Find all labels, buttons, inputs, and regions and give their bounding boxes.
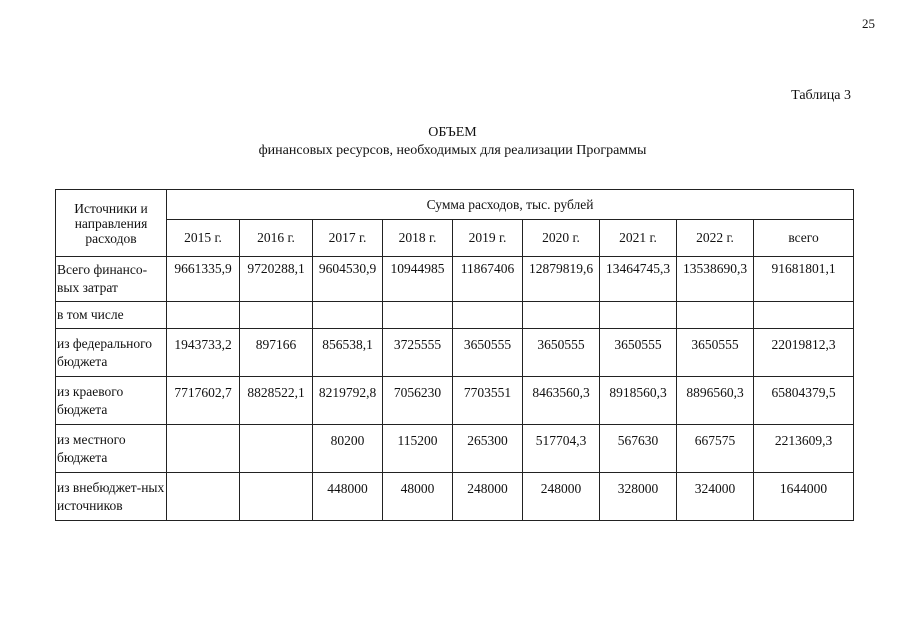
table-cell: 10944985 bbox=[383, 257, 453, 302]
table-row bbox=[56, 302, 854, 329]
finance-table bbox=[55, 189, 854, 521]
table-cell: 11867406 bbox=[453, 257, 523, 302]
group-header-cell: Сумма расходов, тыс. рублей bbox=[167, 190, 854, 220]
column-header: всего bbox=[754, 220, 854, 257]
column-header: 2016 г. bbox=[240, 220, 313, 257]
table-cell: 8463560,3 bbox=[523, 377, 600, 425]
table-cell bbox=[240, 302, 313, 329]
table-cell: 22019812,3 bbox=[754, 329, 854, 377]
row-header-cell: Источники и направления расходов bbox=[56, 190, 167, 257]
table-cell: 328000 bbox=[600, 473, 677, 521]
table-cell: 567630 bbox=[600, 425, 677, 473]
table-cell: 3650555 bbox=[523, 329, 600, 377]
table-cell: 13464745,3 bbox=[600, 257, 677, 302]
table-cell bbox=[240, 425, 313, 473]
table-cell: 3725555 bbox=[383, 329, 453, 377]
table-cell bbox=[313, 302, 383, 329]
table-cell: 12879819,6 bbox=[523, 257, 600, 302]
table-cell: 9720288,1 bbox=[240, 257, 313, 302]
table-cell: 3650555 bbox=[600, 329, 677, 377]
table-cell: 667575 bbox=[677, 425, 754, 473]
row-label: из краевого бюджета bbox=[56, 377, 167, 425]
column-header: 2019 г. bbox=[453, 220, 523, 257]
table-cell: 1644000 bbox=[754, 473, 854, 521]
table-cell bbox=[754, 302, 854, 329]
table-cell: 7703551 bbox=[453, 377, 523, 425]
table-cell: 7717602,7 bbox=[167, 377, 240, 425]
table-cell: 9604530,9 bbox=[313, 257, 383, 302]
table-cell: 8896560,3 bbox=[677, 377, 754, 425]
table-cell: 248000 bbox=[523, 473, 600, 521]
table-cell: 13538690,3 bbox=[677, 257, 754, 302]
table-row bbox=[56, 425, 854, 473]
table-cell: 897166 bbox=[240, 329, 313, 377]
table-cell: 856538,1 bbox=[313, 329, 383, 377]
table-cell: 8219792,8 bbox=[313, 377, 383, 425]
table-cell bbox=[240, 473, 313, 521]
table-cell: 7056230 bbox=[383, 377, 453, 425]
table-cell: 8918560,3 bbox=[600, 377, 677, 425]
table-cell: 324000 bbox=[677, 473, 754, 521]
table-label: Таблица 3 bbox=[791, 88, 851, 103]
table-cell: 115200 bbox=[383, 425, 453, 473]
table-cell: 248000 bbox=[453, 473, 523, 521]
row-label: в том числе bbox=[56, 302, 167, 329]
table-cell: 9661335,9 bbox=[167, 257, 240, 302]
table-cell: 1943733,2 bbox=[167, 329, 240, 377]
table-cell: 8828522,1 bbox=[240, 377, 313, 425]
column-header: 2021 г. bbox=[600, 220, 677, 257]
table-cell bbox=[600, 302, 677, 329]
table-row bbox=[56, 377, 854, 425]
table-cell bbox=[167, 302, 240, 329]
table-cell bbox=[523, 302, 600, 329]
table-cell: 517704,3 bbox=[523, 425, 600, 473]
table-cell: 80200 bbox=[313, 425, 383, 473]
row-label: из местного бюджета bbox=[56, 425, 167, 473]
table-cell bbox=[677, 302, 754, 329]
page-number: 25 bbox=[862, 16, 875, 31]
row-label: Всего финансо-вых затрат bbox=[56, 257, 167, 302]
table-cell: 2213609,3 bbox=[754, 425, 854, 473]
table-cell: 65804379,5 bbox=[754, 377, 854, 425]
table-cell: 448000 bbox=[313, 473, 383, 521]
row-label: из внебюджет-ных источников bbox=[56, 473, 167, 521]
table-cell: 3650555 bbox=[677, 329, 754, 377]
document-title bbox=[0, 124, 905, 160]
table-row bbox=[56, 329, 854, 377]
table-cell bbox=[167, 425, 240, 473]
table-cell: 265300 bbox=[453, 425, 523, 473]
title-subtitle: финансовых ресурсов, необходимых для реализации Программы bbox=[258, 143, 647, 158]
table-cell bbox=[167, 473, 240, 521]
title-main: ОБЪЕМ bbox=[428, 125, 477, 140]
column-header: 2015 г. bbox=[167, 220, 240, 257]
table-cell bbox=[383, 302, 453, 329]
column-header: 2020 г. bbox=[523, 220, 600, 257]
column-header: 2017 г. bbox=[313, 220, 383, 257]
table-cell: 3650555 bbox=[453, 329, 523, 377]
column-header: 2018 г. bbox=[383, 220, 453, 257]
table-row bbox=[56, 473, 854, 521]
row-label: из федерального бюджета bbox=[56, 329, 167, 377]
table-cell: 91681801,1 bbox=[754, 257, 854, 302]
column-header: 2022 г. bbox=[677, 220, 754, 257]
table-cell bbox=[453, 302, 523, 329]
table-cell: 48000 bbox=[383, 473, 453, 521]
table-row bbox=[56, 257, 854, 302]
